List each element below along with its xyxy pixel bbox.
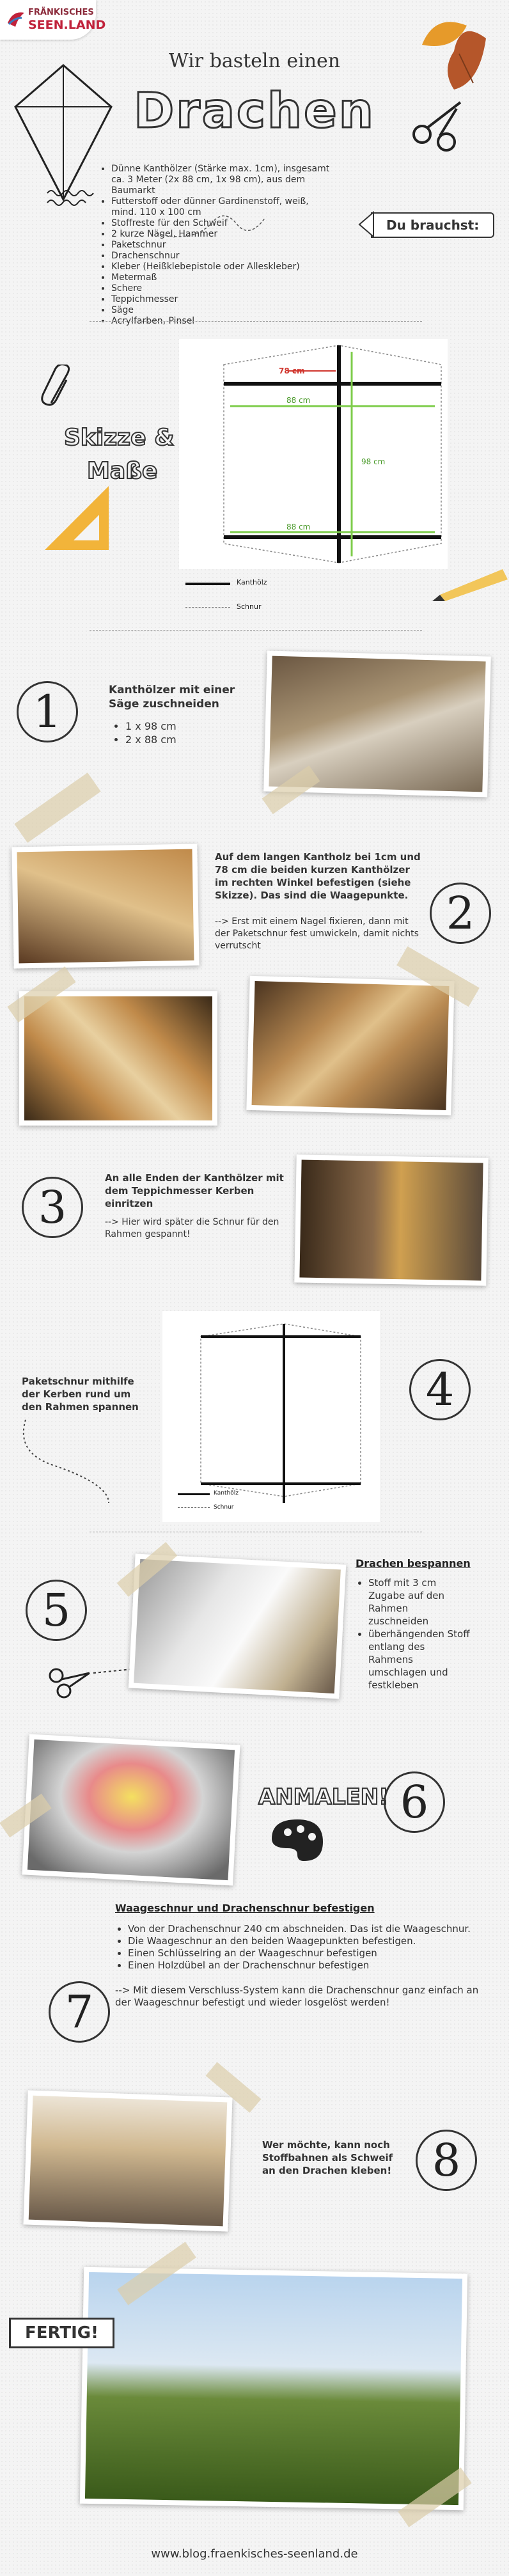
final-photo: [80, 2267, 467, 2510]
step-3-note: --> Hier wird später die Schnur für den Rahmen gespannt!: [105, 1217, 279, 1239]
step-8-photo: [23, 2090, 232, 2231]
scissors-cut-icon: [45, 1656, 134, 1701]
step-7-list: [128, 1923, 473, 1972]
list-item: • Stoffreste für den Schweif: [111, 218, 333, 229]
step-7-title: Waageschnur und Drachenschnur befestigen: [115, 1902, 375, 1914]
list-item: • Einen Holzdübel an der Drachenschnur befestigen: [128, 1959, 473, 1972]
divider: [90, 630, 422, 631]
pencil-icon: [432, 556, 509, 601]
legend-wood-label: Kanthölz: [237, 578, 267, 586]
step-2-note: --> Erst mit einem Nagel fixieren, dann mit der Paketschnur fest umwickeln, damit nichts verrutscht: [215, 916, 419, 951]
materials-tag: Du brauchst:: [371, 212, 494, 238]
step-2-number: 2: [430, 883, 491, 944]
step-7-number: 7: [49, 1981, 110, 2043]
step-2-photo-a: [19, 991, 217, 1126]
sketch-diagram: [179, 339, 448, 569]
list-item: • Schere: [111, 283, 333, 294]
materials-list: [102, 164, 333, 327]
step-2-text: Auf dem langen Kantholz bei 1cm und 78 cm die beiden kurzen Kanthölzer im rechten Winkel befestigen (siehe Skizze). Das sind die Waagepunkte.: [215, 851, 421, 901]
step-5-title: Drachen bespannen: [356, 1557, 471, 1569]
divider: [90, 321, 422, 322]
step-7-note: --> Mit diesem Verschluss-System kann die Drachenschnur ganz einfach an der Waageschnur befestigt und wieder losgelöst werden!: [115, 1984, 479, 2008]
dim-bottom-label: 88 cm: [286, 522, 311, 531]
list-item: • 2 kurze Nägel, Hammer: [111, 229, 333, 240]
logo-icon: [6, 9, 26, 28]
step-8-number: 8: [416, 2130, 477, 2191]
brand-line2: SEEN.LAND: [28, 18, 106, 32]
final-label: FERTIG!: [9, 2318, 114, 2348]
sketch-title-line1: Skizze &: [64, 425, 175, 451]
step-6-photo: [22, 1734, 240, 1886]
frame-diagram: [162, 1311, 380, 1522]
step-3-text: An alle Enden der Kanthölzer mit dem Teppichmesser Kerben einritzen: [105, 1172, 284, 1209]
legend-string-label: Schnur: [237, 602, 262, 611]
step-2-photo-b: [246, 976, 454, 1115]
legend-string-line: [185, 607, 230, 608]
step-4-text: Paketschnur mithilfe der Kerben rund um den Rahmen spannen: [22, 1376, 139, 1413]
dim-top-label: 78 cm: [279, 366, 305, 375]
tape-decoration: [14, 773, 100, 843]
step-8-text: Wer möchte, kann noch Stoffbahnen als Schweif an den Drachen kleben!: [262, 2139, 393, 2176]
step-3-number: 3: [22, 1177, 83, 1238]
list-item: • 1 x 98 cm: [125, 719, 176, 733]
set-square-icon: [38, 480, 121, 556]
step-1-title: Kanthölzer mit einer Säge zuschneiden: [109, 684, 235, 711]
swirl-decoration: [153, 205, 269, 243]
list-item: • Paketschnur: [111, 240, 333, 251]
step-6-label: ANMALEN!: [258, 1784, 389, 1810]
step-1-number: 1: [17, 681, 78, 742]
legend-string-label: Schnur: [214, 1504, 234, 1511]
list-item: • Säge: [111, 305, 333, 316]
list-item: • Einen Schlüsselring an der Waageschnur befestigen: [128, 1947, 473, 1959]
sketch-title-line2: Maße: [87, 458, 158, 484]
list-item: • Stoff mit 3 cm Zugabe auf den Rahmen zuschneiden: [368, 1576, 471, 1628]
list-item: • Kleber (Heißklebepistole oder Alleskleber): [111, 262, 333, 272]
list-item: • Von der Drachenschnur 240 cm abschneiden. Das ist die Waageschnur.: [128, 1923, 473, 1935]
list-item: • Acrylfarben, Pinsel: [111, 316, 333, 327]
legend-wood-line: [178, 1493, 210, 1495]
step-4-number: 4: [409, 1359, 471, 1420]
step-2-photo: [12, 844, 199, 968]
step-1-list: [125, 719, 176, 746]
list-item: • Metermaß: [111, 272, 333, 283]
title-big: Drachen: [134, 82, 375, 139]
list-item: • Futterstoff oder dünner Gardinenstoff, weiß, mind. 110 x 100 cm: [111, 196, 333, 218]
legend-wood-line: [185, 583, 230, 585]
step-3-photo: [294, 1154, 488, 1285]
list-item: • Drachenschnur: [111, 251, 333, 262]
list-item: • überhängenden Stoff entlang des Rahmens umschlagen und festkleben: [368, 1628, 471, 1692]
dim-mid-label: 88 cm: [286, 396, 311, 405]
list-item: • 2 x 88 cm: [125, 733, 176, 746]
scissors-icon: [409, 96, 467, 153]
legend-wood-label: Kanthölz: [214, 1490, 239, 1496]
legend-string-line: [178, 1507, 210, 1508]
dim-right-label: 98 cm: [361, 457, 386, 466]
step-5-photo: [129, 1554, 347, 1699]
brand-line1: FRÄNKISCHES: [28, 8, 94, 17]
list-item: • Die Waageschnur an den beiden Waagepunkten befestigen.: [128, 1935, 473, 1947]
step-6-number: 6: [384, 1771, 445, 1833]
dotted-arrow-decoration: [13, 1413, 141, 1516]
step-5-list: [368, 1576, 471, 1692]
paint-palette-icon: [269, 1816, 326, 1867]
list-item: • Dünne Kanthölzer (Stärke max. 1cm), insgesamt ca. 3 Meter (2x 88 cm, 1x 98 cm), aus dem Baumarkt: [111, 164, 333, 196]
list-item: • Teppichmesser: [111, 294, 333, 305]
title-small: Wir basteln einen: [168, 50, 341, 72]
step-5-number: 5: [26, 1580, 87, 1641]
footer-url[interactable]: www.blog.fraenkisches-seenland.de: [151, 2547, 358, 2561]
tag-arrow-icon: [358, 211, 375, 238]
brand-logo[interactable]: [0, 0, 106, 40]
paperclip-icon: [38, 365, 77, 409]
